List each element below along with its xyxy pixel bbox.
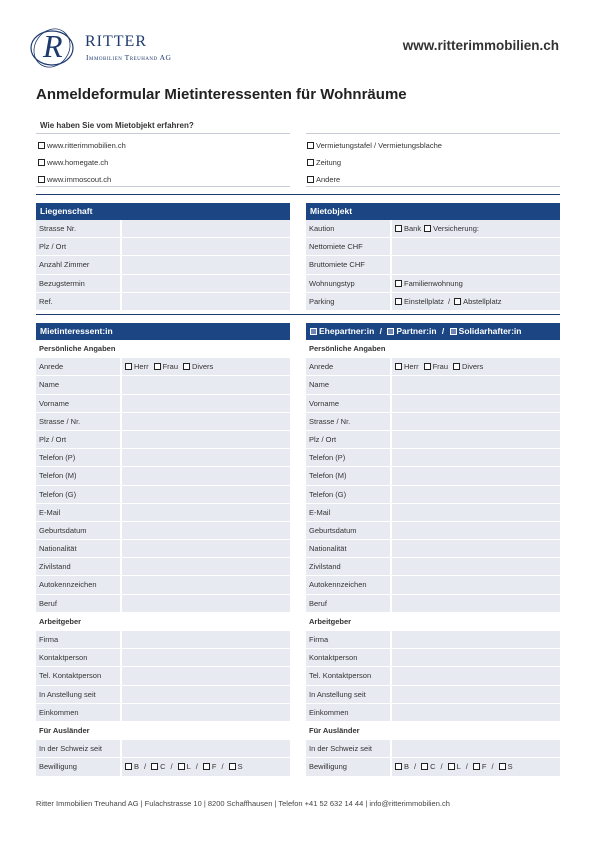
form-row: Strasse Nr. [36, 220, 290, 238]
form-row: Anzahl Zimmer [36, 256, 290, 274]
logo-letter: R [43, 28, 63, 64]
logo [28, 26, 172, 70]
text-field[interactable] [122, 631, 290, 648]
form-row: In der Schweiz seit [36, 740, 290, 758]
text-field[interactable] [122, 704, 290, 721]
checkbox-icon[interactable] [307, 142, 314, 149]
option-checkbox[interactable]: L [178, 762, 191, 771]
form-row: E-Mail [36, 504, 290, 522]
checkbox-icon[interactable] [307, 176, 314, 183]
form-row: Telefon (M) [36, 467, 290, 485]
checkbox-icon[interactable] [38, 176, 45, 183]
form-row: Nettomiete CHF [306, 238, 560, 256]
text-field[interactable] [392, 558, 560, 575]
option-checkbox[interactable]: Herr [125, 362, 149, 371]
personal-subheader: Persönliche Angaben [306, 340, 560, 358]
form-row: Plz / Ort [36, 431, 290, 449]
text-field[interactable] [392, 540, 560, 557]
checkbox-icon[interactable] [395, 763, 402, 770]
text-field[interactable] [392, 376, 560, 393]
text-field[interactable] [122, 649, 290, 666]
text-field[interactable] [122, 413, 290, 430]
form-row: Zivilstand [306, 558, 560, 576]
question-rule-left [36, 133, 290, 134]
source-option[interactable]: Andere [307, 171, 557, 188]
text-field[interactable] [392, 686, 560, 703]
foreign-subheader: Für Ausländer [306, 722, 560, 740]
source-option[interactable]: Vermietungstafel / Vermietungsblache [307, 137, 557, 154]
footer-address: Ritter Immobilien Treuhand AG | Fulachstrasse 10 | 8200 Schaffhausen | Telefon +41 52 632 14 44 | info@ritterimmobilien.ch [36, 799, 450, 808]
form-row: E-Mail [306, 504, 560, 522]
kaution-versicherung-option[interactable]: Versicherung: [424, 224, 479, 233]
text-field[interactable] [122, 576, 290, 593]
form-row: Ref. [36, 293, 290, 311]
form-row: Nationalität [36, 540, 290, 558]
option-checkbox[interactable]: S [229, 762, 243, 771]
liegenschaft-header: Liegenschaft [36, 203, 290, 220]
form-row: Telefon (P) [306, 449, 560, 467]
checkbox-icon[interactable] [387, 328, 394, 335]
person-left-header: Mietinteressent:in [36, 323, 290, 340]
checkbox-icon[interactable] [395, 298, 402, 305]
checkbox-icon[interactable] [454, 298, 461, 305]
form-row: Strasse / Nr. [36, 413, 290, 431]
text-field[interactable] [122, 395, 290, 412]
checkbox-icon[interactable] [499, 763, 506, 770]
text-field[interactable] [122, 238, 290, 255]
text-field[interactable] [392, 649, 560, 666]
form-row: Plz / Ort [36, 238, 290, 256]
form-row: Kontaktperson [36, 649, 290, 667]
form-row: Plz / Ort [306, 431, 560, 449]
text-field[interactable] [122, 376, 290, 393]
text-field[interactable] [122, 740, 290, 757]
source-option[interactable]: Zeitung [307, 154, 557, 171]
page-title: Anmeldeformular Mietinteressenten für Wohnräume [36, 86, 407, 103]
anrede-row: Anrede Herr Frau Divers [306, 358, 560, 376]
form-row: In Anstellung seit [306, 686, 560, 704]
source-question: Wie haben Sie vom Mietobjekt erfahren? [40, 121, 194, 130]
form-row: Kontaktperson [306, 649, 560, 667]
text-field[interactable] [122, 431, 290, 448]
text-field[interactable] [122, 220, 290, 237]
employer-subheader: Arbeitgeber [36, 613, 290, 631]
abstellplatz-option[interactable]: Abstellplatz [454, 297, 501, 306]
text-field[interactable] [122, 540, 290, 557]
source-option[interactable]: www.homegate.ch [38, 154, 288, 171]
form-row: Firma [306, 631, 560, 649]
text-field[interactable] [122, 275, 290, 292]
text-field[interactable] [392, 631, 560, 648]
form-row: Name [36, 376, 290, 394]
form-row: Kaution Bank Versicherung: [306, 220, 560, 238]
checkbox-icon[interactable] [473, 763, 480, 770]
form-row: Einkommen [306, 704, 560, 722]
option-checkbox[interactable]: C [151, 762, 165, 771]
permit-row: Bewilligung B / C / L / F / S [306, 758, 560, 776]
form-row: Tel. Kontaktperson [306, 667, 560, 685]
website-url: www.ritterimmobilien.ch [402, 38, 559, 53]
option-checkbox[interactable]: Herr [395, 362, 419, 371]
checkbox-icon[interactable] [229, 763, 236, 770]
section-divider [36, 194, 560, 195]
text-field[interactable] [392, 667, 560, 684]
checkbox-icon[interactable] [151, 763, 158, 770]
form-row: Nationalität [306, 540, 560, 558]
checkbox-icon[interactable] [424, 225, 431, 232]
text-field[interactable] [122, 667, 290, 684]
checkbox-icon[interactable] [203, 763, 210, 770]
einstellplatz-option[interactable]: Einstellplatz [395, 297, 444, 306]
form-row: Name [306, 376, 560, 394]
text-field[interactable] [122, 558, 290, 575]
anrede-row: Anrede Herr Frau Divers [36, 358, 290, 376]
mietobjekt-header: Mietobjekt [306, 203, 560, 220]
text-field[interactable] [122, 449, 290, 466]
option-checkbox[interactable]: Divers [183, 362, 213, 371]
checkbox-icon[interactable] [125, 763, 132, 770]
checkbox-icon[interactable] [38, 159, 45, 166]
checkbox-icon[interactable] [154, 363, 161, 370]
form-row: Vorname [306, 395, 560, 413]
text-field[interactable] [392, 704, 560, 721]
form-row: Telefon (G) [36, 486, 290, 504]
text-field[interactable] [392, 486, 560, 503]
form-row: Geburtsdatum [306, 522, 560, 540]
form-row: Telefon (M) [306, 467, 560, 485]
option-checkbox[interactable]: F [473, 762, 487, 771]
text-field[interactable] [392, 595, 560, 612]
checkbox-icon[interactable] [310, 328, 317, 335]
form-row: Beruf [36, 595, 290, 613]
option-checkbox[interactable]: C [421, 762, 435, 771]
form-row: Tel. Kontaktperson [36, 667, 290, 685]
text-field[interactable] [392, 576, 560, 593]
form-row: Wohnungstyp Familienwohnung [306, 275, 560, 293]
checkbox-icon[interactable] [395, 363, 402, 370]
source-rule-left [36, 186, 290, 187]
text-field[interactable] [392, 522, 560, 539]
text-field[interactable] [392, 467, 560, 484]
form-row: Bruttomiete CHF [306, 256, 560, 274]
option-checkbox[interactable]: Frau [424, 362, 448, 371]
checkbox-icon[interactable] [424, 363, 431, 370]
form-row: Telefon (G) [306, 486, 560, 504]
form-row: Telefon (P) [36, 449, 290, 467]
kaution-bank-option[interactable]: Bank [395, 224, 421, 233]
checkbox-icon[interactable] [395, 280, 402, 287]
familienwohnung-option[interactable]: Familienwohnung [395, 279, 463, 288]
personal-subheader: Persönliche Angaben [36, 340, 290, 358]
option-checkbox[interactable]: Divers [453, 362, 483, 371]
source-options-right [307, 137, 557, 188]
section-divider [36, 314, 560, 315]
form-row: Einkommen [36, 704, 290, 722]
form-row: In Anstellung seit [36, 686, 290, 704]
form-row: Strasse / Nr. [306, 413, 560, 431]
employer-subheader: Arbeitgeber [306, 613, 560, 631]
text-field[interactable] [392, 256, 560, 273]
form-row: Autokennzeichen [36, 576, 290, 594]
form-row: Vorname [36, 395, 290, 413]
option-checkbox[interactable]: B [395, 762, 409, 771]
foreign-subheader: Für Ausländer [36, 722, 290, 740]
text-field[interactable] [122, 256, 290, 273]
person-left-section [36, 323, 290, 777]
person-right-section [306, 323, 560, 777]
option-checkbox[interactable]: F [203, 762, 217, 771]
source-option[interactable]: www.immoscout.ch [38, 171, 288, 188]
checkbox-icon[interactable] [178, 763, 185, 770]
form-row: Bezugstermin [36, 275, 290, 293]
text-field[interactable] [392, 431, 560, 448]
text-field[interactable] [122, 522, 290, 539]
checkbox-icon[interactable] [453, 363, 460, 370]
text-field[interactable] [392, 740, 560, 757]
text-field[interactable] [392, 238, 560, 255]
source-options-left [38, 137, 288, 188]
text-field[interactable] [392, 504, 560, 521]
checkbox-icon[interactable] [395, 225, 402, 232]
text-field[interactable] [122, 486, 290, 503]
form-row: In der Schweiz seit [306, 740, 560, 758]
text-field[interactable] [122, 293, 290, 310]
source-rule-right [306, 186, 560, 187]
checkbox-icon[interactable] [448, 763, 455, 770]
form-row: Geburtsdatum [36, 522, 290, 540]
text-field[interactable] [122, 467, 290, 484]
text-field[interactable] [392, 449, 560, 466]
form-row: Parking Einstellplatz / Abstellplatz [306, 293, 560, 311]
checkbox-icon[interactable] [183, 363, 190, 370]
text-field[interactable] [392, 395, 560, 412]
form-row: Autokennzeichen [306, 576, 560, 594]
form-row: Beruf [306, 595, 560, 613]
option-checkbox[interactable]: B [125, 762, 139, 771]
person-right-header: Ehepartner:in / Partner:in / Solidarhafter:in [306, 323, 560, 340]
text-field[interactable] [122, 504, 290, 521]
text-field[interactable] [122, 686, 290, 703]
form-row: Firma [36, 631, 290, 649]
text-field[interactable] [122, 595, 290, 612]
mietobjekt-section [306, 203, 560, 311]
checkbox-icon[interactable] [38, 142, 45, 149]
checkbox-icon[interactable] [421, 763, 428, 770]
text-field[interactable] [392, 413, 560, 430]
option-checkbox[interactable]: L [448, 762, 461, 771]
logo-company-sub: Immobilien Treuhand AG [86, 53, 172, 62]
question-rule-right [306, 133, 560, 134]
checkbox-icon[interactable] [125, 363, 132, 370]
source-option[interactable]: www.ritterimmobilien.ch [38, 137, 288, 154]
liegenschaft-section [36, 203, 290, 311]
checkbox-icon[interactable] [450, 328, 457, 335]
permit-row: Bewilligung B / C / L / F / S [36, 758, 290, 776]
form-row: Zivilstand [36, 558, 290, 576]
logo-company-name: RITTER [85, 33, 147, 50]
option-checkbox[interactable]: Frau [154, 362, 178, 371]
checkbox-icon[interactable] [307, 159, 314, 166]
option-checkbox[interactable]: S [499, 762, 513, 771]
